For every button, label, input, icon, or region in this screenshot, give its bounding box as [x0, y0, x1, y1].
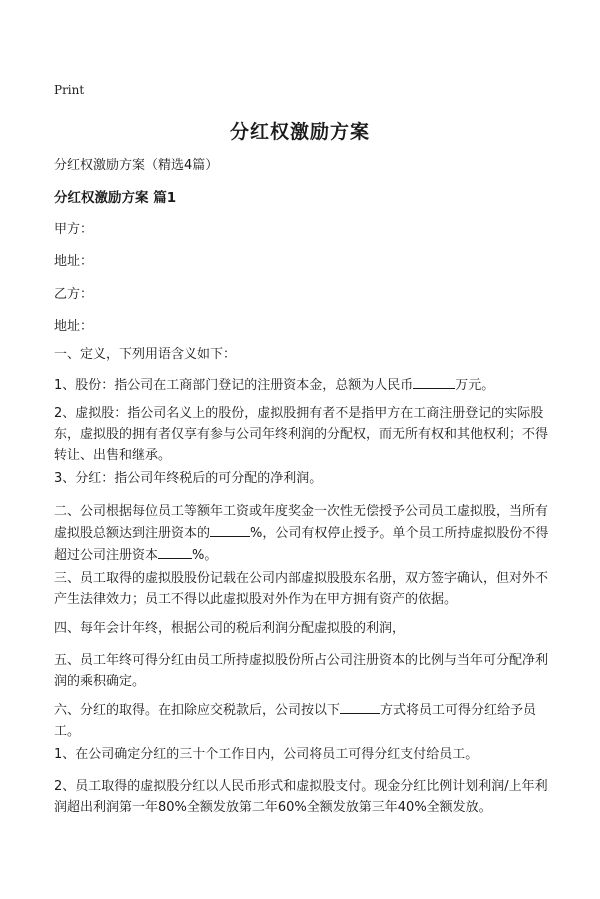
annual-profit-text: 四、每年会计年终，根据公司的税后利润分配虚拟股的利润，: [54, 621, 406, 636]
definitions-text: 一、定义，下列用语含义如下：: [54, 347, 237, 362]
section-heading: 分红权激励方案 篇1: [54, 190, 177, 206]
dividend-method-text-b: 方式将员工可得分红给予员工。: [54, 703, 537, 739]
register-text: 三、员工取得的虚拟股股份记载在公司内部虚拟股股东名册，双方签字确认，但对外不产生法律效力；员工不得以此虚拟股对外作为在甲方拥有资产的依据。: [54, 571, 549, 607]
payment-form-paragraph: [54, 776, 550, 818]
party-b-field: 乙方：: [54, 287, 94, 302]
payment-timing-paragraph: [54, 744, 550, 765]
dividend-method-text-a: 六、分红的取得。在扣除应交税款后，公司按以下: [54, 703, 341, 718]
share-definition-text: 1、股份：指公司在工商部门登记的注册资本金，总额为人民币: [54, 378, 414, 393]
document-title: 分红权激励方案: [229, 121, 370, 143]
payment-method-blank: [340, 699, 380, 714]
print-label: Print: [54, 83, 85, 97]
address-a-field: 地址：: [54, 254, 94, 269]
grant-text-c: %。: [192, 548, 218, 563]
register-paragraph: [54, 568, 550, 610]
payment-form-text: 2、员工取得的虚拟股分红以人民币形式和虚拟股支付。现金分红比例计划利润/上年利润超出利润第一年80%全额发放第二年60%全额发放第三年40%全额发放。: [54, 779, 548, 815]
grant-text-b: %，公司有权停止授予。单个员工所持虚拟股份不得超过公司注册资本: [54, 526, 549, 563]
share-definition-unit: 万元。: [455, 378, 495, 393]
party-a-field: 甲方：: [54, 222, 94, 237]
grant-total-percent-blank: [210, 522, 250, 537]
dividend-definition-text: 3、分红：指公司年终税后的可分配的净利润。: [54, 471, 323, 486]
payment-timing-text: 1、在公司确定分红的三十个工作日内，公司将员工可得分红支付给员工。: [54, 747, 479, 762]
address-b-field: 地址：: [54, 319, 94, 334]
grant-paragraph: [54, 501, 550, 566]
capital-amount-blank: [413, 374, 455, 389]
definitions-paragraph: [54, 344, 550, 365]
grant-text-a: 二、公司根据每位员工等额年工资或年度奖金一次性无偿授予公司员工虚拟股，当所有虚拟股总额达到注册资本的: [54, 504, 549, 541]
document-subtitle: 分红权激励方案（精选4篇）: [54, 158, 219, 173]
annual-profit-paragraph: [54, 618, 550, 639]
grant-individual-percent-blank: [158, 544, 192, 559]
virtual-share-paragraph: [54, 403, 550, 466]
dividend-calc-text: 五、员工年终可得分红由员工所持虚拟股份所占公司注册资本的比例与当年可分配净利润的乘积确定。: [54, 653, 549, 689]
share-definition-paragraph: [54, 374, 550, 396]
dividend-method-paragraph: [54, 699, 550, 742]
dividend-calc-paragraph: [54, 650, 550, 692]
dividend-definition-paragraph: [54, 468, 550, 489]
virtual-share-text: 2、虚拟股：指公司名义上的股份，虚拟股拥有者不是指甲方在工商注册登记的实际股东，虚拟股的拥有者仅享有参与公司年终利润的分配权，而无所有权和其他权利；不得转让、出售和继承。: [54, 406, 549, 463]
